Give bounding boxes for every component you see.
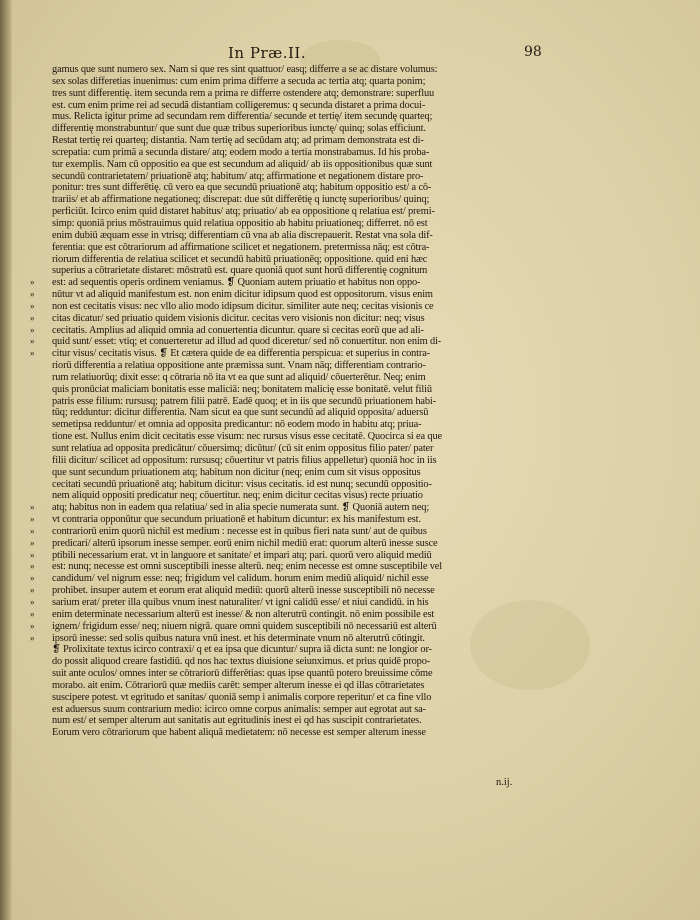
line-text: trariis/ et ab affirmatione negationeq; discrepat: due sūt differētię q iunctę superioribus/ quinq; — [52, 194, 430, 206]
line-text: que sunt secundum priuationem atq; habitum non dicitur (neq; enim cum sit visus oppositus — [52, 466, 421, 478]
line-text: quis pronūciat maliciam bonitatis esse maliciā: neq; bonitatem malicię esse bonitatē. velut filiū — [52, 383, 432, 395]
running-head: In Præ.II. — [228, 44, 307, 62]
text-line — [30, 538, 546, 550]
quote-mark: » — [30, 502, 35, 513]
text-line — [30, 550, 546, 562]
line-text: est: nunq; necesse est omni susceptibili inesse alterū. neq; enim necesse est omne susceptibile vel — [52, 561, 442, 573]
line-text: ipsorū inesse: sed solis quibus natura vnū inest. et his determinate vnum nō alterutrū cōtingit. — [52, 632, 425, 644]
quote-mark: » — [30, 525, 35, 536]
line-text: superius a cōtrarietate distaret: mōstratū est. quare quoniā quot sunt horū differentię cognitum — [52, 265, 428, 277]
line-text: mus. Relicta igitur prime ad secundam rem differentia/ secunde et tertię/ item secundę quarteq; — [52, 111, 433, 123]
line-text: vt contraria opponūtur que secundum priuationē et habitum dicuntur: ex his manifestum est. — [52, 514, 421, 526]
text-block — [30, 64, 546, 739]
text-line — [30, 88, 546, 100]
text-line — [30, 502, 546, 514]
quote-mark: » — [30, 537, 35, 548]
quote-mark: » — [30, 585, 35, 596]
line-text: nem aliquid oppositi predicatur neq; cōuertitur. neq; enim dicitur cecitas visus) recte priuatio — [52, 490, 423, 502]
line-text: ponitur: tres sunt differētię. cū vero ea que secundū priuationē atq; habitum oppositio est/ a cō- — [52, 182, 432, 194]
line-text: non est cecitatis visus: nec vllo alio modo idipsum dicitur. similiter aute neq; cecitas visionis ce — [52, 300, 434, 312]
line-text: Eorum vero cōtrariorum que habent aliquā medietatem: nō necesse est semper alterum inesse — [52, 727, 426, 739]
text-line — [30, 443, 546, 455]
text-line — [30, 265, 546, 277]
text-line — [30, 76, 546, 88]
line-text: cecitatis. Amplius ad aliquid omnia ad conuertentia dicuntur. quare si cecitas eorū que ad ali- — [52, 324, 424, 336]
text-line — [30, 111, 546, 123]
text-line — [30, 182, 546, 194]
line-text: perficiūt. Icirco enim quid distaret habitus/ atq; priuatio/ ab ea oppositione q relatiua est/ premi- — [52, 206, 435, 218]
line-text: morabo. ait enim. Cōtrariorū quæ mediis carēt: semper alterum inesse ei qd illas cōtrarietates — [52, 679, 425, 691]
quote-mark: » — [30, 336, 35, 347]
text-line — [30, 656, 546, 668]
text-line — [30, 254, 546, 266]
line-text: atq; habitus non in eadem qua relatiua/ sed in alia specie numerata sunt. ❡ Quoniā autem neq; — [52, 502, 430, 514]
line-text: sunt relatiua ad opposita predicātur/ cōuersimq; dicūtur/ (cū sit enim oppositus filio pater/ pater — [52, 443, 434, 454]
text-line — [30, 526, 546, 538]
text-line — [30, 360, 546, 372]
line-text: est: ad sequentis operis ordinem veniamus. ❡ Quoniam autem priuatio et habitus non oppo- — [52, 277, 421, 289]
text-line — [30, 479, 546, 491]
text-line — [30, 301, 546, 313]
text-line — [30, 514, 546, 526]
quote-mark: » — [30, 312, 35, 323]
quote-mark: » — [30, 277, 35, 288]
text-line — [30, 431, 546, 443]
text-line — [30, 573, 546, 585]
text-line — [30, 135, 546, 147]
line-text: tres sunt differentię. item secunda rem a prima re differre ostendere atq; demonstrare: superfluu — [52, 87, 435, 99]
binding-gutter — [0, 0, 12, 920]
quote-mark: » — [30, 561, 35, 572]
line-text: tur exemplis. Nam cū oppositio ea que est secundum ad aliquid/ ab iis oppositionibus quæ sunt — [52, 158, 433, 170]
text-line — [30, 123, 546, 135]
text-line — [30, 396, 546, 408]
quote-mark: » — [30, 324, 35, 335]
text-line — [30, 561, 546, 573]
line-text: citas dicatur/ sed priuatio quidem visionis dicitur. cecitas vero visionis non dicitur: neq; visus — [52, 312, 425, 324]
text-line — [30, 597, 546, 609]
text-line — [30, 727, 546, 739]
text-line — [30, 609, 546, 621]
line-text: secundū contrarietatem/ priuationē atq; habitum/ atq; affirmatione et negationem distare pro- — [52, 170, 424, 182]
text-line — [30, 455, 546, 467]
text-line — [30, 407, 546, 419]
quote-mark: » — [30, 573, 35, 584]
line-text: screpatia: cum primã a secunda distare/ atq; eodem modo a tertia monstrabamus. Id his proba- — [52, 146, 430, 158]
text-line — [30, 633, 546, 645]
line-text: rum relatiuorūq; dixit esse: q cōtraria nō ita vt ea que sunt ad aliquid/ cōuerterētur. Neq; enim — [52, 371, 426, 383]
line-text: patris esse filium: rursusq; patrem filii patrē. Eadē quoq; et in iis que secundū priuationem habi- — [52, 395, 436, 407]
line-text: enim determinate necessarium alterū est inesse/ & non alterutrū contingit. nō enim possibile est — [52, 608, 435, 620]
line-text: semetipsa redduntur/ et omnia ad opposita predicantur: nō eodem modo in habitu atq; priua- — [52, 419, 422, 431]
text-line — [30, 147, 546, 159]
quote-mark: » — [30, 632, 35, 643]
text-line — [30, 490, 546, 502]
text-line — [30, 680, 546, 692]
text-line — [30, 467, 546, 479]
line-text: cecitati secundū priuationē atq; habitum dicitur: visus cecitatis. id est nunq; secundū oppositio- — [52, 478, 432, 490]
line-text: simp: quoniā prius mōstrauimus quid relatiua oppositio ab habitu priuationeq; differret. nō est — [52, 217, 428, 229]
line-text: gamus que sunt numero sex. Nam si que res sint quattuor/ easq; differre a se ac distare volumus: — [52, 64, 438, 75]
line-text: ptibili necessarium erat. vt in languore et sanitate/ et impari atq; pari. quorū vero aliquid mediū — [52, 549, 432, 561]
text-line — [30, 692, 546, 704]
line-text: nūtur vt ad aliquid manifestum est. non enim dicitur idipsum quod est oppositorum. visus enim — [52, 289, 433, 301]
line-text: sex solas differetias inuenimus: cum enim prima differre a secuda ac tertia atq; quarta ponim; — [52, 75, 426, 87]
text-line — [30, 206, 546, 218]
folio-number: 98 — [524, 44, 542, 60]
quote-mark: » — [30, 620, 35, 631]
text-line — [30, 419, 546, 431]
text-line — [30, 348, 546, 360]
text-line — [30, 704, 546, 716]
line-text: ignem/ frigidum esse/ neq; niuem nigrā. quare omni quidem susceptibili nō necessariū est alterū — [52, 620, 437, 632]
line-text: tūq; redduntur: dicitur differentia. Nam sicut ea que sunt secundū ad aliquid opposita/ aduersū — [52, 407, 429, 419]
line-text: riorū differentia a relatiua oppositione ante præmissa sunt. Vnam nāq; differentiam contrario- — [52, 360, 426, 372]
quote-mark: » — [30, 514, 35, 525]
signature-mark: n.ij. — [496, 777, 513, 788]
quote-mark: » — [30, 300, 35, 311]
line-text: enim dubiū æquam esse in vtrisq; differentiam cū vna ab alia discrepauerit. Restat vna sola dif- — [52, 229, 433, 241]
line-text: predicari/ alterū ipsorum inesse semper. eorū enim nichil mediū erat: quorum alterū inesse susce — [52, 537, 438, 549]
text-line — [30, 644, 546, 656]
line-text: do possit aliquod creare fastidiū. qd nos hac textus diuisione seiunximus. et prius quidē propo- — [52, 656, 431, 668]
line-text: citur visus/ cecitatis visus. ❡ Et cætera quide de ea differentia perspicua: et superius in contra- — [52, 348, 430, 360]
line-text: tione est. Nullus enim dicit cecitatis esse visum: nec rursus visus esse cecitatē. Quocirca si ea que — [52, 431, 442, 443]
line-text: suit ante oculos/ omnes inter se cōtrariorū differētias: quas ipse quantū potero breuissime cōme — [52, 668, 433, 680]
text-line — [30, 621, 546, 633]
line-text: sarium erat/ preter illa quibus vnum inest naturaliter/ vt igni calidū esse/ et niui candidū. in his — [52, 596, 429, 608]
line-text: riorum differentia de relatiua scilicet et secundū habitū priuationēq; oppositione. quid eni hæc — [52, 253, 428, 265]
quote-mark: » — [30, 596, 35, 607]
line-text: est aduersus suum contrarium medio: icirco omne corpus animalis: semper aut egrotat aut sa- — [52, 703, 426, 715]
text-line — [30, 242, 546, 254]
text-line — [30, 194, 546, 206]
line-text: quid sunt/ esset: vtiq; et conuerteretur ad illud ad quod diceretur/ sed nō conuertitur. non enim di- — [52, 336, 442, 348]
line-text: num est/ et semper alterum aut sanitatis aut egritudinis inest ei qd has suscipit contrarietates. — [52, 715, 422, 727]
line-text: ferentia: que est cōtrariorum ad affirmatione scilicet et negationem. pretermissa nāq; est cōtra- — [52, 241, 430, 253]
line-text: prohibet. insuper autem et eorum erat aliquid mediū: quorū alterū inesse susceptibili nō necesse — [52, 585, 435, 597]
text-line — [30, 218, 546, 230]
text-line — [30, 384, 546, 396]
text-line — [30, 100, 546, 112]
text-line — [30, 668, 546, 680]
line-text: est. cum enim prime rei ad secudã distantiam colligeremus: q secunda distaret a prima docui- — [52, 99, 426, 111]
text-line — [30, 336, 546, 348]
line-text: differentię monstrabuntur/ que sunt due quæ tribus superioribus iunctę/ quinq; solas efficiunt. — [52, 123, 426, 135]
text-line — [30, 585, 546, 597]
line-text: ❡ Prolixitate textus icirco contraxi/ q et ea ipsa que dicuntur/ supra iā dicta sunt: ne longior or- — [52, 644, 432, 656]
quote-mark: » — [30, 549, 35, 560]
text-line — [30, 715, 546, 727]
text-line — [30, 372, 546, 384]
line-text: suscipere potest. vt egritudo et sanitas/ quoniā semp i animalis corpore reperitur/ et ca fine vllo — [52, 691, 432, 703]
quote-mark: » — [30, 289, 35, 300]
line-text: Restat tertię rei quarteq; distantia. Nam tertię ad secūdam atq; ad primam demonstrata est di- — [52, 135, 424, 147]
text-line — [30, 325, 546, 337]
text-line — [30, 289, 546, 301]
line-text: candidum/ vel nigrum esse: neq; frigidum vel calidum. horum enim mediū aliquid/ nichil esse — [52, 573, 429, 585]
line-text: filii dicitur/ scilicet ad oppositum: rursusq; cōuertitur vt patris filius appelletur) quoniā hoc in iis — [52, 454, 437, 466]
text-line — [30, 230, 546, 242]
quote-mark: » — [30, 348, 35, 359]
text-line — [30, 171, 546, 183]
text-line — [30, 159, 546, 171]
line-text: contrariorū enim quorū nichil est medium : necesse est in quibus fieri nata sunt/ aut de quibus — [52, 525, 427, 537]
text-line — [30, 313, 546, 325]
quote-mark: » — [30, 608, 35, 619]
text-line — [30, 64, 546, 76]
text-line — [30, 277, 546, 289]
